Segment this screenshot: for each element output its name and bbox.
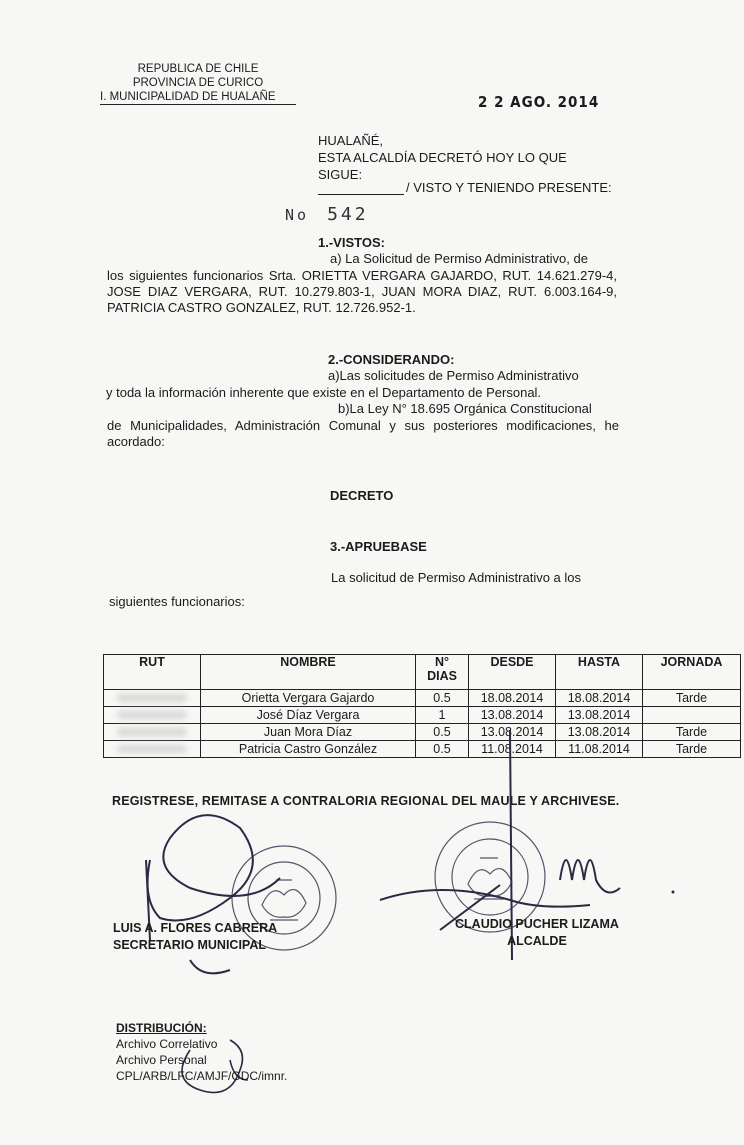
decree-number-prefix: No — [285, 206, 310, 224]
cell-jornada: Tarde — [643, 724, 741, 741]
left-signer-title: SECRETARIO MUNICIPAL — [113, 938, 267, 952]
cell-hasta: 18.08.2014 — [556, 690, 643, 707]
letterhead-country: REPUBLICA DE CHILE — [137, 63, 259, 75]
considerando-text-b1: b)La Ley N° 18.695 Orgánica Constitucional — [338, 401, 592, 416]
closing-line: REGISTRESE, REMITASE A CONTRALORIA REGIONAL DEL MAULE Y ARCHIVESE. — [112, 794, 620, 808]
col-nombre: NOMBRE — [201, 655, 416, 690]
cell-dias: 1 — [416, 707, 469, 724]
ink-dot — [672, 891, 675, 894]
cell-dias: 0.5 — [416, 724, 469, 741]
considerando-text-a2: y toda la información inherente que existe en el Departamento de Personal. — [106, 385, 542, 400]
col-dias: N° DIAS — [416, 655, 469, 690]
decreto-heading: DECRETO — [330, 488, 394, 503]
vistos-text-a: a) La Solicitud de Permiso Administrativo, de — [330, 251, 588, 266]
cell-nombre: Patricia Castro González — [201, 741, 416, 758]
letterhead-municipality: I. MUNICIPALIDAD DE HUALAÑE — [100, 90, 296, 105]
vistos-heading: 1.-VISTOS: — [318, 235, 385, 250]
left-signer — [113, 920, 277, 954]
intro-line-2: SIGUE: — [318, 167, 363, 182]
visto-text: / VISTO Y TENIENDO PRESENTE: — [406, 180, 612, 195]
cell-nombre: Orietta Vergara Gajardo — [201, 690, 416, 707]
letterhead-province: PROVINCIA DE CURICO — [132, 77, 264, 89]
right-signer-title: ALCALDE — [507, 934, 567, 948]
right-signer-name: CLAUDIO PUCHER LIZAMA — [455, 917, 619, 931]
cell-nombre: José Díaz Vergara — [201, 707, 416, 724]
decree-number-value: 542 — [327, 204, 369, 225]
distribution-line: Archivo Correlativo — [116, 1037, 218, 1051]
cell-desde: 18.08.2014 — [469, 690, 556, 707]
considerando-text-a1: a)Las solicitudes de Permiso Administrativo — [328, 368, 579, 383]
cell-desde: 13.08.2014 — [469, 707, 556, 724]
cell-jornada: Tarde — [643, 741, 741, 758]
col-hasta: HASTA — [556, 655, 643, 690]
apruebase-text-2: siguientes funcionarios: — [109, 594, 245, 609]
cell-hasta: 13.08.2014 — [556, 707, 643, 724]
distribution-title: DISTRIBUCIÓN: — [116, 1021, 207, 1035]
left-signer-name: LUIS A. FLORES CABRERA — [113, 921, 278, 935]
col-rut: RUT — [104, 655, 201, 690]
apruebase-text-1: La solicitud de Permiso Administrativo a los — [331, 570, 582, 585]
cell-jornada: Tarde — [643, 690, 741, 707]
vistos-body: los siguientes funcionarios Srta. ORIETTA VERGARA GAJARDO, RUT. 14.621.279-4, JOSE DIAZ VERGARA, RUT. 10.279.803-1, JUAN MORA DIAZ, RUT. 6.003.164-9, PATRICIA CASTRO GONZALEZ, RUT. 12.726.952-1. — [107, 268, 617, 315]
intro-place: HUALAÑÉ, — [318, 133, 384, 148]
considerando-heading: 2.-CONSIDERANDO: — [328, 352, 455, 367]
cell-nombre: Juan Mora Díaz — [201, 724, 416, 741]
date-stamp: 2 2 AGO. 2014 — [478, 93, 600, 111]
apruebase-heading: 3.-APRUEBASE — [330, 539, 427, 554]
cell-dias: 0.5 — [416, 741, 469, 758]
considerando-text-b2: de Municipalidades, Administración Comunal y sus posteriores modificaciones, he acordado: — [107, 418, 619, 449]
distribution-line: Archivo Personal — [116, 1053, 207, 1067]
intro-line: ESTA ALCALDÍA DECRETÓ HOY LO QUE — [318, 150, 567, 165]
cell-hasta: 11.08.2014 — [556, 741, 643, 758]
cell-desde: 13.08.2014 — [469, 724, 556, 741]
col-desde: DESDE — [469, 655, 556, 690]
distribution-line: CPL/ARB/LFC/AMJF/GDC/imnr. — [116, 1069, 288, 1083]
right-signer — [455, 916, 619, 950]
cell-hasta: 13.08.2014 — [556, 724, 643, 741]
distribution-block — [116, 1020, 287, 1084]
cell-desde: 11.08.2014 — [469, 741, 556, 758]
cell-dias: 0.5 — [416, 690, 469, 707]
col-jornada: JORNADA — [643, 655, 741, 690]
